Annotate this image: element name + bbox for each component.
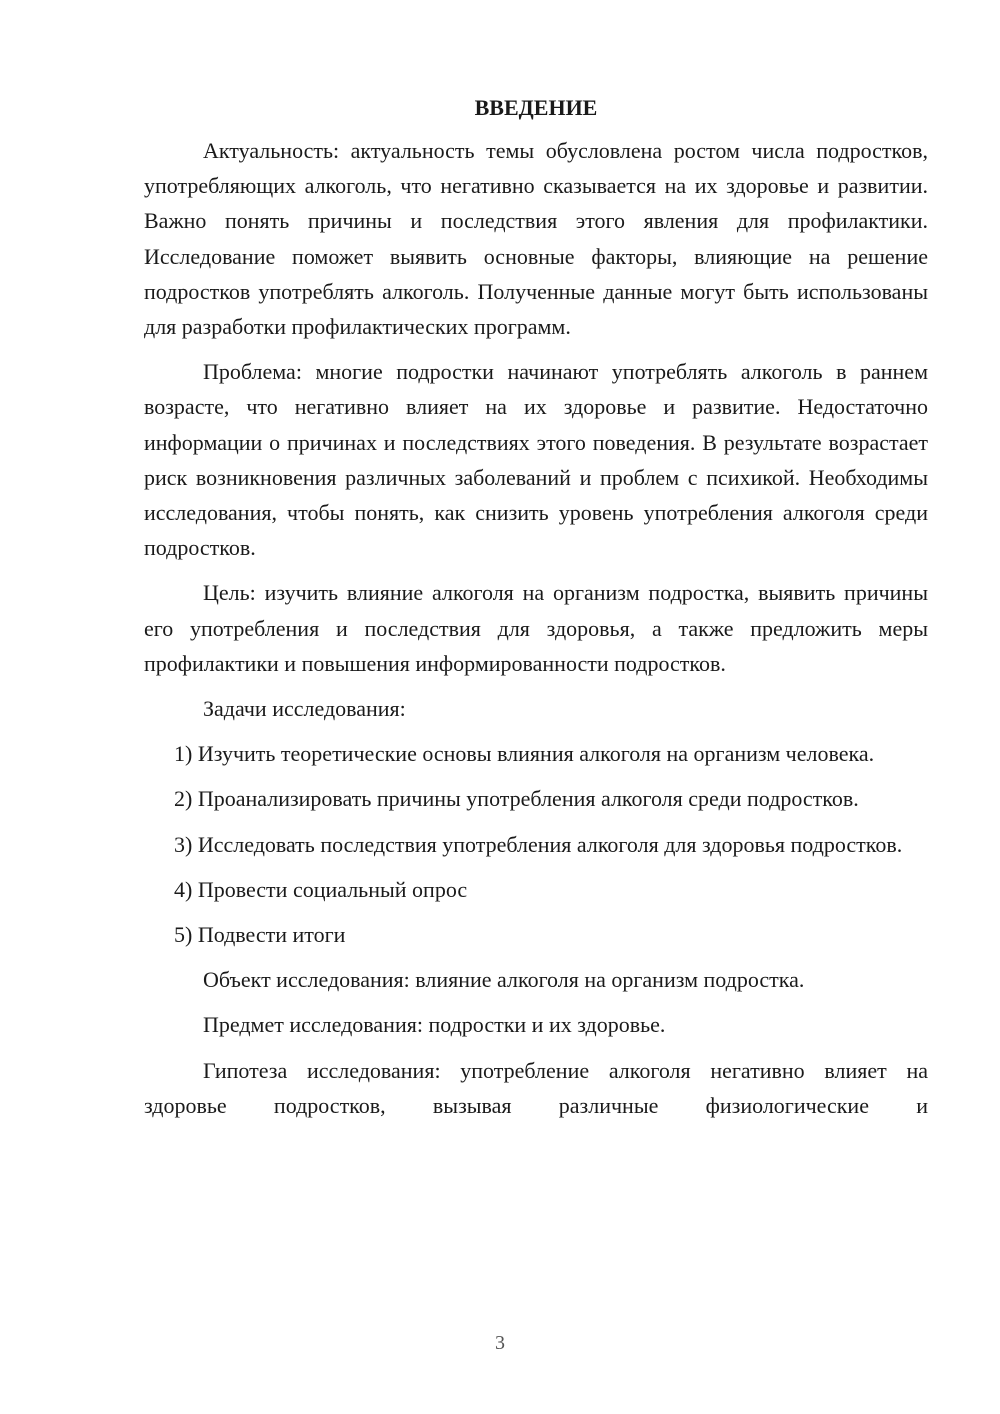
goal-paragraph: Цель: изучить влияние алкоголя на организм подростка, выявить причины его употребления и последствия для здоровья, а также предложить меры профилактики и повышения информированности подростков.: [144, 580, 928, 676]
hypothesis-paragraph: Гипотеза исследования: употребление алкоголя негативно влияет на здоровье подростков, вызывая различные физиологические и: [144, 1057, 928, 1118]
object-paragraph: Объект исследования: влияние алкоголя на организм подростка.: [203, 967, 805, 993]
subject-paragraph: Предмет исследования: подростки и их здоровье.: [203, 1012, 666, 1038]
page-number: 3: [495, 1332, 505, 1354]
relevance-paragraph: Актуальность: актуальность темы обусловлена ростом числа подростков, употребляющих алкоголь, что негативно сказывается на их здоровье и развитии. Важно понять причины и последствия этого явления для профилактики. Исследование поможет выявить основные факторы, влияющие на решение подростков употреблять алкоголь. Полученные данные могут быть использованы для разработки профилактических программ.: [144, 138, 928, 340]
page-title: ВВЕДЕНИЕ: [474, 95, 598, 120]
task-item: 3) Исследовать последствия употребления алкоголя для здоровья подростков.: [174, 831, 903, 857]
tasks-heading: Задачи исследования:: [203, 696, 406, 722]
task-item: 5) Подвести итоги: [174, 922, 346, 948]
task-item: 4) Провести социальный опрос: [174, 876, 468, 902]
task-item: 1) Изучить теоретические основы влияния алкоголя на организм человека.: [174, 741, 875, 767]
document-page: [144, 90, 928, 1133]
problem-paragraph: Проблема: многие подростки начинают употреблять алкоголь в раннем возрасте, что негативно влияет на их здоровье и развитие. Недостаточно информации о причинах и последствиях этого поведения. В результате возрастает риск возникновения различных заболеваний и проблем с психикой. Необходимы исследования, чтобы понять, как снизить уровень употребления алкоголя среди подростков.: [144, 359, 928, 561]
task-item: 2) Проанализировать причины употребления алкоголя среди подростков.: [174, 786, 859, 812]
